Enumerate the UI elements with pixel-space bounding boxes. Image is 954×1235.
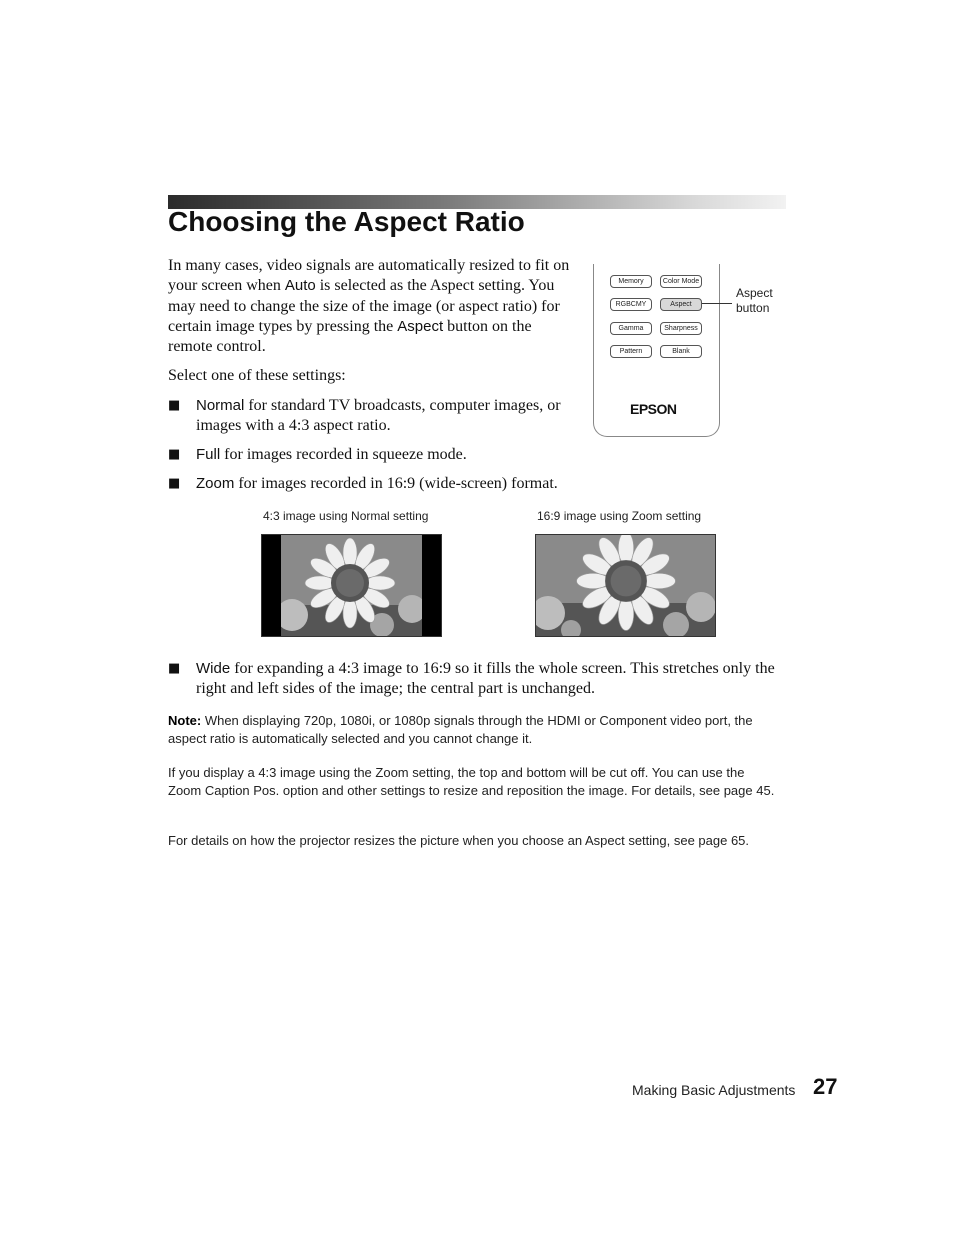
full-term: Full bbox=[196, 446, 221, 463]
intro-paragraph bbox=[168, 256, 573, 357]
page-number: 27 bbox=[813, 1074, 838, 1099]
sunflower-image-16x9 bbox=[536, 535, 715, 636]
intro-text-c: button on the remote control. bbox=[168, 317, 532, 356]
zoom-figure-caption: 16:9 image using Zoom setting bbox=[537, 509, 702, 523]
bullet-full bbox=[196, 445, 696, 465]
callout-line bbox=[702, 303, 732, 304]
remote-rgbcmy-button: RGBCMY bbox=[610, 298, 652, 311]
select-instruction: Select one of these settings: bbox=[168, 367, 346, 384]
note-zoom-caption: If you display a 4:3 image using the Zoom setting, the top and bottom will be cut off. You can use the Zoom Caption Pos. option and other settings to resize and reposition the image. For details, see page 45. bbox=[168, 765, 775, 798]
bullet-zoom bbox=[196, 474, 716, 494]
bullet-marker: ■ bbox=[168, 447, 181, 462]
normal-desc: for standard TV broadcasts, computer images, or images with a 4:3 aspect ratio. bbox=[196, 397, 561, 435]
aspect-button-callout: Aspect button bbox=[736, 286, 773, 315]
intro-text-b: is selected as the Aspect setting. You may need to change the size of the image (or aspect ratio) for certain image types by pressing the bbox=[168, 277, 560, 335]
remote-blank-button: Blank bbox=[660, 345, 702, 358]
zoom-desc: for images recorded in 16:9 (wide-screen) format. bbox=[234, 475, 558, 492]
bullet-normal bbox=[196, 396, 576, 437]
full-desc: for images recorded in squeeze mode. bbox=[220, 446, 467, 463]
note-resize-details: For details on how the projector resizes the picture when you choose an Aspect setting, see page 65. bbox=[168, 833, 750, 848]
zoom-setting-image bbox=[535, 534, 716, 637]
remote-sharpness-button: Sharpness bbox=[660, 322, 702, 335]
remote-gamma-button: Gamma bbox=[610, 322, 652, 335]
wide-term: Wide bbox=[196, 660, 231, 677]
epson-logo: EPSON bbox=[630, 401, 677, 417]
note-hdmi-text: When displaying 720p, 1080i, or 1080p signals through the HDMI or Component video port, the aspect ratio is automatically selected and you cannot change it. bbox=[168, 713, 753, 746]
intro-text-a: In many cases, video signals are automatically resized to fit on your screen when bbox=[168, 257, 570, 295]
page-title: Choosing the Aspect Ratio bbox=[168, 206, 525, 237]
note-hdmi bbox=[168, 712, 778, 747]
remote-color-mode-button: Color Mode bbox=[660, 275, 702, 288]
auto-term: Auto bbox=[284, 277, 316, 295]
normal-term: Normal bbox=[196, 397, 245, 414]
bullet-marker: ■ bbox=[168, 476, 181, 491]
remote-pattern-button: Pattern bbox=[610, 345, 652, 358]
normal-figure-caption: 4:3 image using Normal setting bbox=[263, 509, 429, 523]
aspect-term: Aspect bbox=[397, 317, 444, 335]
remote-memory-button: Memory bbox=[610, 275, 652, 288]
sunflower-image-4x3 bbox=[262, 535, 441, 636]
normal-setting-image bbox=[261, 534, 442, 637]
wide-desc: for expanding a 4:3 image to 16:9 so it fills the whole screen. This stretches only the right and left sides of the image; the central part is unchanged. bbox=[196, 660, 775, 698]
bullet-wide bbox=[196, 659, 776, 700]
footer-section-title: Making Basic Adjustments bbox=[632, 1082, 796, 1098]
note-label: Note: bbox=[168, 713, 202, 728]
bullet-marker: ■ bbox=[168, 661, 181, 676]
zoom-term: Zoom bbox=[196, 475, 235, 492]
bullet-marker: ■ bbox=[168, 398, 181, 413]
remote-aspect-button: Aspect bbox=[660, 298, 702, 311]
